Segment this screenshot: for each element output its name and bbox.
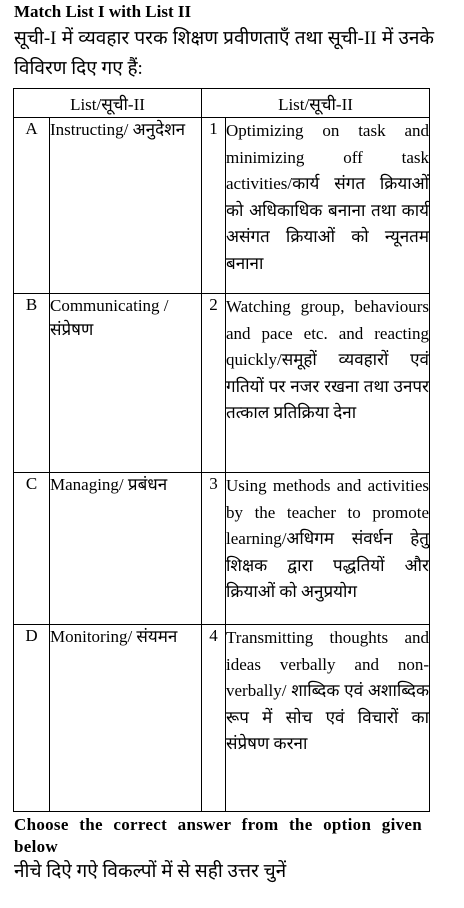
list-two-header: List/सूची-II bbox=[202, 89, 430, 118]
instruction-english: Choose the correct answer from the option given below bbox=[14, 815, 422, 856]
row-letter: D bbox=[14, 625, 50, 812]
table-header-row bbox=[14, 89, 430, 118]
row-number: 2 bbox=[202, 294, 226, 473]
table-row bbox=[14, 625, 430, 812]
row-number: 4 bbox=[202, 625, 226, 812]
list-two-description: Watching group, behaviours and pace etc. and reacting quickly/समूहों व्यवहारों एवं गतियों पर नजर रखना तथा उनपर तत्काल प्रतिक्रिया देना bbox=[226, 294, 430, 473]
row-letter: C bbox=[14, 473, 50, 625]
row-letter: B bbox=[14, 294, 50, 473]
table-row bbox=[14, 473, 430, 625]
list-one-header: List/सूची-II bbox=[14, 89, 202, 118]
row-letter: A bbox=[14, 118, 50, 294]
list-two-description: Transmitting thoughts and ideas verbally and non-verbally/ शाब्दिक एवं अशाब्दिक रूप में सोच एवं विचारों का संप्रेषण करना bbox=[226, 625, 430, 812]
list-one-item: Instructing/ अनुदेशन bbox=[50, 118, 202, 294]
list-two-description: Optimizing on task and minimizing off task activities/कार्य संगत क्रियाओं को अधिकाधिक बनाना तथा कार्य असंगत क्रियाओं को न्यूनतम बनाना bbox=[226, 118, 430, 294]
table-row bbox=[14, 118, 430, 294]
table-row bbox=[14, 294, 430, 473]
list-one-item: Monitoring/ संयमन bbox=[50, 625, 202, 812]
instruction-hindi: नीचे दिऐ गऐ विकल्पों में से सही उत्तर चुनें bbox=[14, 861, 287, 882]
row-number: 3 bbox=[202, 473, 226, 625]
list-one-item: Communicating / संप्रेषण bbox=[50, 294, 202, 473]
list-two-description: Using methods and activities by the teacher to promote learning/अधिगम संवर्धन हेतु शिक्षक द्वारा पद्धतियों और क्रियाओं को अनुप्रयोग bbox=[226, 473, 430, 625]
row-number: 1 bbox=[202, 118, 226, 294]
question-heading: Match List I with List II bbox=[14, 2, 192, 21]
match-table bbox=[13, 88, 430, 812]
question-intro-hindi: सूची-I में व्यवहार परक शिक्षण प्रवीणताएँ तथा सूची-II में उनके विविरण दिए गए हैं: bbox=[14, 28, 434, 79]
list-one-item: Managing/ प्रबंधन bbox=[50, 473, 202, 625]
